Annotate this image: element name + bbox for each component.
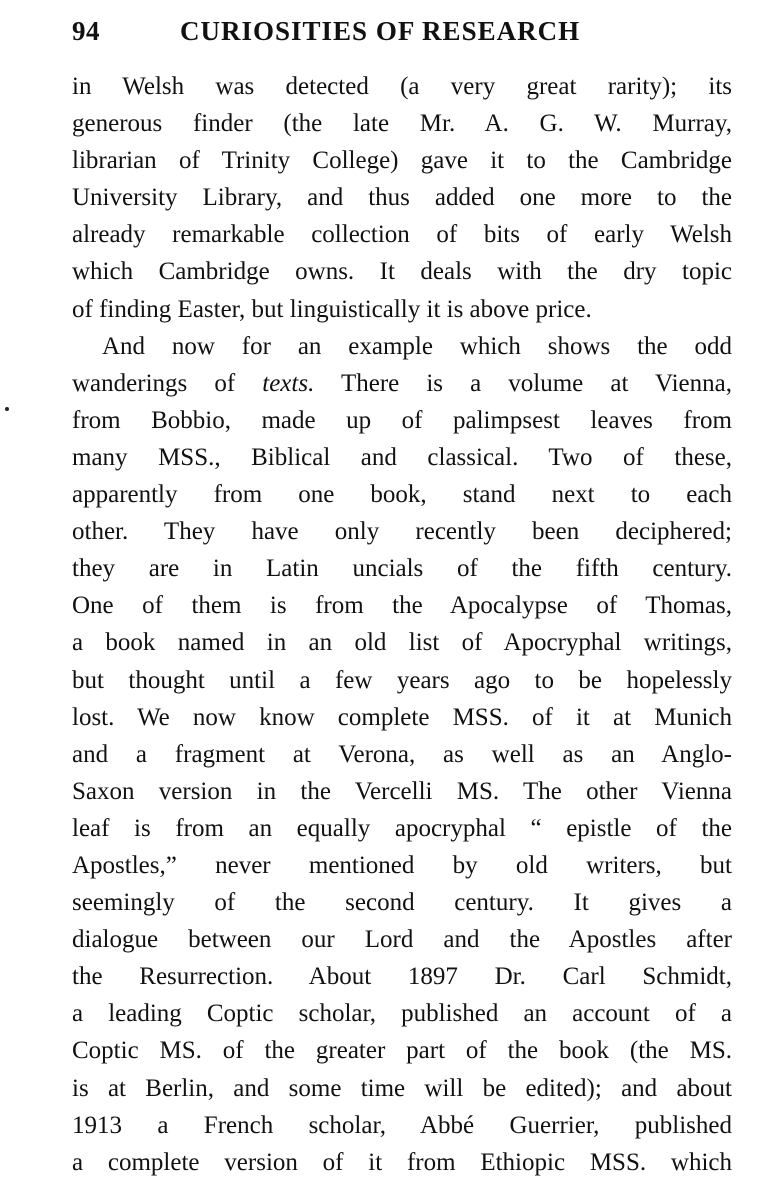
text-line: University Library, and thus added one more to the — [72, 184, 732, 212]
text-line — [72, 365, 732, 402]
text-line: other. They have only recently been deciphered; — [72, 518, 732, 546]
text-line: of finding Easter, but linguistically it is above price. — [72, 295, 592, 323]
text-line: Saxon version in the Vercelli MS. The other Vienna — [72, 777, 732, 805]
body-text — [72, 68, 732, 1181]
text-line: which Cambridge owns. It deals with the dry topic — [72, 258, 732, 286]
text-line: they are in Latin uncials of the fifth century. — [72, 555, 732, 583]
text-line: Coptic MS. of the greater part of the book (the MS. — [72, 1037, 732, 1065]
text-line: generous finder (the late Mr. A. G. W. Murray, — [72, 110, 732, 138]
running-title: CURIOSITIES OF RESEARCH — [180, 16, 581, 46]
text-line: a leading Coptic scholar, published an account of a — [72, 1000, 732, 1028]
text-line: the Resurrection. About 1897 Dr. Carl Schmidt, — [72, 963, 732, 991]
text-line: One of them is from the Apocalypse of Thomas, — [72, 592, 732, 620]
text-line: a book named in an old list of Apocryphal writings, — [72, 629, 732, 657]
text-line: already remarkable collection of bits of early Welsh — [72, 221, 732, 249]
text-line: 1913 a French scholar, Abbé Guerrier, published — [72, 1111, 732, 1139]
text-line: seemingly of the second century. It gives a — [72, 889, 732, 917]
text-line: librarian of Trinity College) gave it to the Cambridge — [72, 147, 732, 175]
text-line: apparently from one book, stand next to each — [72, 481, 732, 509]
running-head — [72, 16, 732, 52]
margin-speck — [5, 407, 9, 411]
text-fragment: wanderings of — [72, 369, 263, 397]
text-line: lost. We now know complete MSS. of it at Munich — [72, 703, 732, 731]
text-line: from Bobbio, made up of palimpsest leaves from — [72, 406, 732, 434]
text-line: and a fragment at Verona, as well as an Anglo- — [72, 740, 732, 768]
text-line: is at Berlin, and some time will be edited); and about — [72, 1074, 732, 1102]
page-number: 94 — [72, 16, 100, 46]
text-line: in Welsh was detected (a very great rarity); its — [72, 73, 732, 100]
italic-word: texts. — [262, 369, 315, 397]
text-line: dialogue between our Lord and the Apostles after — [72, 926, 732, 954]
text-line: And now for an example which shows the odd — [102, 332, 732, 360]
text-line: leaf is from an equally apocryphal “ epistle of the — [72, 814, 732, 842]
text-line: a complete version of it from Ethiopic MSS. which — [72, 1148, 732, 1176]
text-line: many MSS., Biblical and classical. Two of these, — [72, 443, 732, 471]
text-fragment: There is a volume at Vienna, — [314, 369, 732, 397]
text-line: Apostles,” never mentioned by old writers, but — [72, 851, 732, 879]
text-line: but thought until a few years ago to be hopelessly — [72, 666, 732, 694]
